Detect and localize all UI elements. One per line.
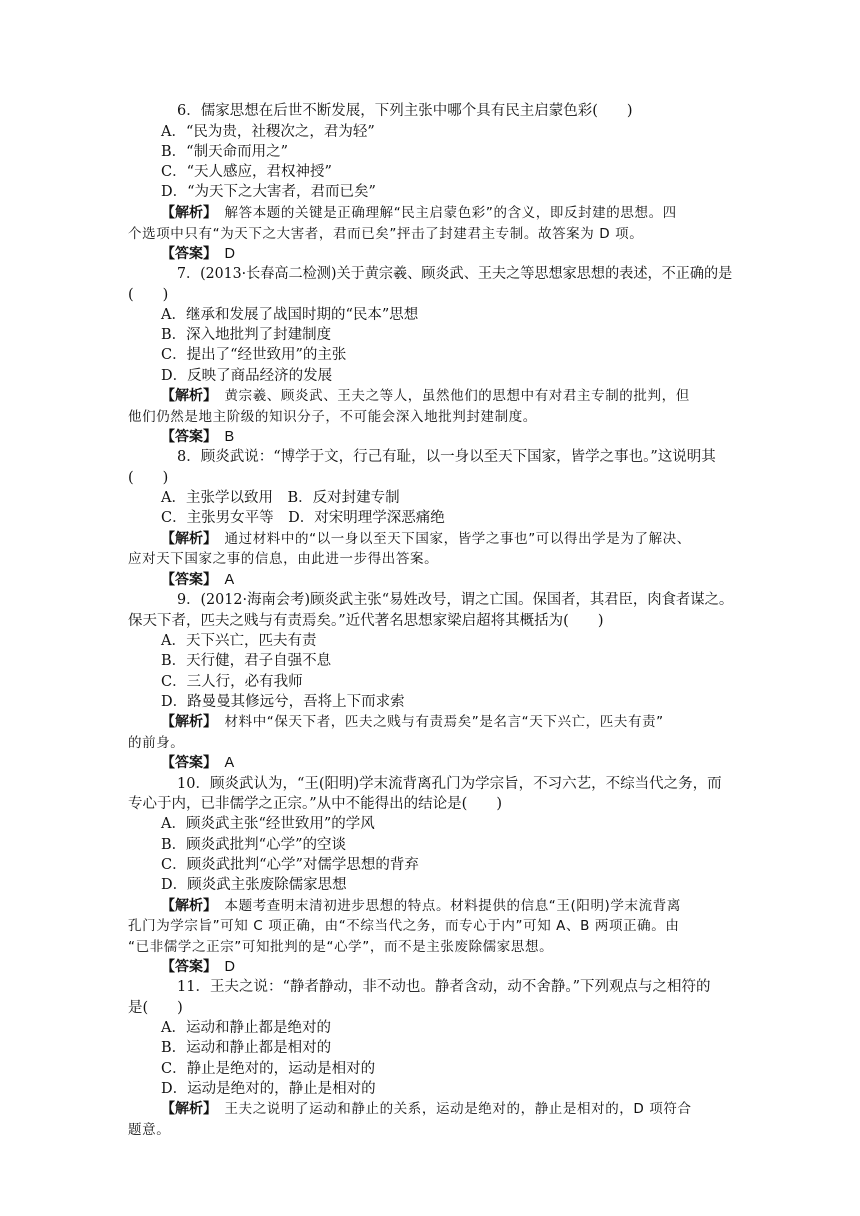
q9-analysis-line-1: 【解析】 材料中“保天下者，匹夫之贱与有责焉矣”是名言“天下兴亡，匹夫有责” [161,714,664,730]
q6-answer: 【答案】 D [161,246,235,262]
q7-option-b: B．深入地批判了封建制度 [161,327,332,343]
q9-option-c: C．三人行，必有我师 [161,674,303,690]
answer-label: 【答案】 [161,755,210,771]
q11-stem-line-1: 11．王夫之说：“静者静动，非不动也。静者含动，动不舍静。”下列观点与之相符的 [177,979,711,995]
q7-option-a: A．继承和发展了战国时期的“民本”思想 [161,307,419,323]
q7-analysis-line-2: 他们仍然是地主阶级的知识分子，不可能会深入地批判封建制度。 [128,409,537,425]
q10-analysis-line-2: 孔门为学宗旨”可知 C 项正确，由“不综当代之务，而专心于内”可知 A、B 两项正确。由 [128,918,680,934]
answer-label: 【答案】 [161,959,210,975]
q11-analysis-line-2: 题意。 [128,1122,171,1138]
q11-option-d: D．运动是绝对的，静止是相对的 [161,1081,376,1097]
analysis-label: 【解析】 [161,898,210,914]
q8-answer: 【答案】 A [161,572,235,588]
analysis-label: 【解析】 [161,714,210,730]
analysis-label: 【解析】 [161,1101,210,1117]
q10-stem-line-2: 专心于内，已非儒学之正宗。”从中不能得出的结论是( ) [128,796,502,812]
q10-answer: 【答案】 D [161,959,235,975]
q9-answer: 【答案】 A [161,755,235,771]
analysis-label: 【解析】 [161,388,210,404]
q10-option-a: A．顾炎武主张“经世致用”的学风 [161,816,375,832]
q11-stem-line-2: 是( ) [128,1000,183,1016]
q7-stem-line-2: ( ) [128,287,169,303]
q6-option-b: B．“制天命而用之” [161,144,288,160]
q9-analysis-line-2: 的前身。 [128,735,185,751]
q6-option-a: A．“民为贵，社稷次之，君为轻” [161,124,375,140]
q6-option-d: D．“为天下之大害者，君而已矣” [161,184,376,200]
q7-analysis-line-1: 【解析】 黄宗羲、顾炎武、王夫之等人，虽然他们的思想中有对君主专制的批判，但 [161,388,690,404]
q10-analysis-line-3: “已非儒学之正宗”可知批判的是“心学”，而不是主张废除儒家思想。 [128,939,554,955]
q7-option-c: C．提出了“经世致用”的主张 [161,347,347,363]
q9-option-d: D．路曼曼其修远兮，吾将上下而求索 [161,694,405,710]
q6-analysis-line-1: 【解析】 解答本题的关键是正确理解“民主启蒙色彩”的含义，即反封建的思想。四 [161,205,677,221]
q10-option-d: D．顾炎武主张废除儒家思想 [161,877,347,893]
answer-label: 【答案】 [161,572,210,588]
q10-option-b: B．顾炎武批判“心学”的空谈 [161,837,346,853]
q9-option-b: B．天行健，君子自强不息 [161,653,332,669]
q11-option-b: B．运动和静止都是相对的 [161,1040,332,1056]
q6-stem: 6．儒家思想在后世不断发展，下列主张中哪个具有民主启蒙色彩( ) [177,103,633,119]
q11-option-c: C．静止是绝对的，运动是相对的 [161,1061,376,1077]
answer-label: 【答案】 [161,429,210,445]
q8-analysis-line-2: 应对天下国家之事的信息，由此进一步得出答案。 [128,551,439,567]
q11-option-a: A．运动和静止都是绝对的 [161,1020,331,1036]
q8-analysis-line-1: 【解析】 通过材料中的“以一身以至天下国家，皆学之事也”可以得出学是为了解决、 [161,531,691,547]
q7-option-d: D．反映了商品经济的发展 [161,368,333,384]
q8-options-line-1: A．主张学以致用 B．反对封建专制 [161,490,400,506]
q10-option-c: C．顾炎武批判“心学”对儒学思想的背弃 [161,857,419,873]
q11-analysis-line-1: 【解析】 王夫之说明了运动和静止的关系，运动是绝对的，静止是相对的，D 项符合 [161,1101,692,1117]
analysis-label: 【解析】 [161,531,210,547]
analysis-label: 【解析】 [161,205,210,221]
q8-stem-line-2: ( ) [128,470,169,486]
q9-stem-line-2: 保天下者，匹夫之贱与有责焉矣。”近代著名思想家梁启超将其概括为( ) [128,613,604,629]
q6-option-c: C．“天人感应，君权神授” [161,164,332,180]
q9-stem-line-1: 9．(2012·海南会考)顾炎武主张“易姓改号，谓之亡国。保国者，其君臣，肉食者谋之。 [177,592,734,608]
q7-answer: 【答案】 B [161,429,235,445]
q10-analysis-line-1: 【解析】 本题考查明末清初进步思想的特点。材料提供的信息“王(阳明)学末流背离 [161,898,681,914]
answer-label: 【答案】 [161,246,210,262]
q6-analysis-line-2: 个选项中只有“为天下之大害者，君而已矣”抨击了封建君主专制。故答案为 D 项。 [128,226,644,242]
q7-stem-line-1: 7．(2013·长春高二检测)关于黄宗羲、顾炎武、王夫之等思想家思想的表述，不正确的是 [177,266,733,282]
q8-stem-line-1: 8．顾炎武说：“博学于文，行己有耻，以一身以至天下国家，皆学之事也。”这说明其 [177,449,716,465]
q9-option-a: A．天下兴亡，匹夫有责 [161,633,317,649]
q10-stem-line-1: 10．顾炎武认为，“王(阳明)学末流背离孔门为学宗旨，不习六艺，不综当代之务，而 [177,776,722,792]
q8-options-line-2: C．主张男女平等 D．对宋明理学深恶痛绝 [161,510,445,526]
